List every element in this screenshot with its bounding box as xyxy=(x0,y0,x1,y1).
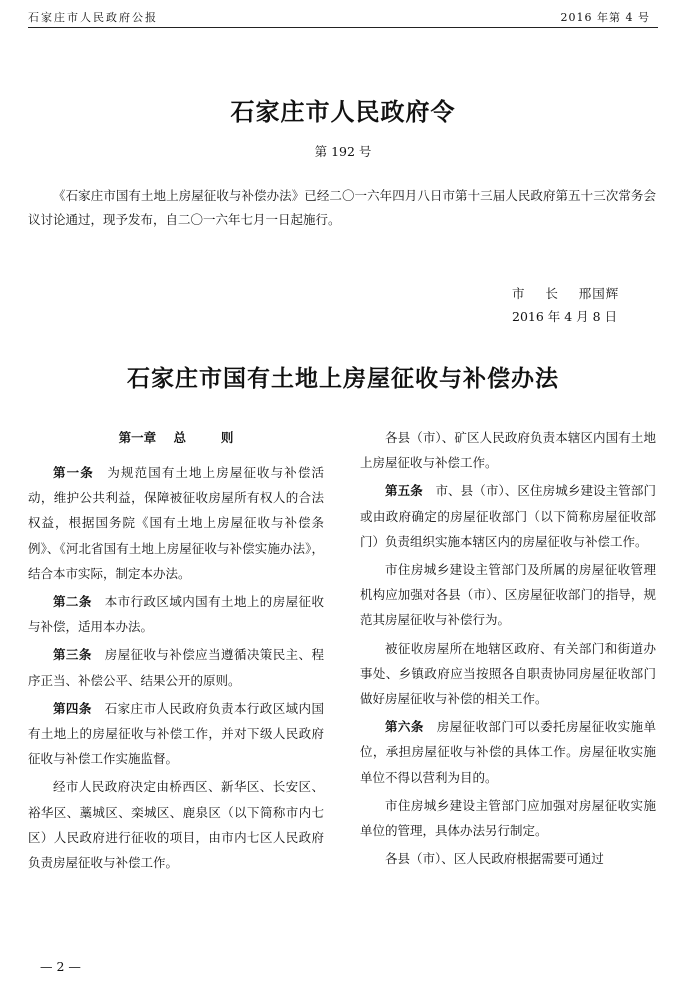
paragraph-text: 石家庄市人民政府负责本行政区域内国有土地上的房屋征收与补偿工作，并对下级人民政府征收与补偿工作实施监督。 xyxy=(28,700,324,767)
document-title: 石家庄市国有土地上房屋征收与补偿办法 xyxy=(127,365,559,392)
paragraph xyxy=(360,846,656,871)
article-label: 第二条 xyxy=(53,594,92,610)
article-label: 第一条 xyxy=(53,465,94,480)
paragraph-text: 为规范国有土地上房屋征收与补偿活动，维护公共利益，保障被征收房屋所有权人的合法权益，根据国务院《国有土地上房屋征收与补偿条例》、《河北省国有土地上房屋征收与补偿实施办法》，结合本市实际，制定本办法。 xyxy=(28,465,324,581)
publication-name: 石家庄市人民政府公报 xyxy=(28,11,158,24)
chapter-heading: 第一章 总 则 xyxy=(118,430,234,445)
paragraph-text: 本市行政区域内国有土地上的房屋征收与补偿，适用本办法。 xyxy=(28,594,324,635)
paragraph-text: 市住房城乡建设主管部门及所属的房屋征收管理机构应加强对各县（市）、区房屋征收部门的指导，规范其房屋征收与补偿行为。 xyxy=(360,562,656,628)
paragraph xyxy=(28,774,324,875)
paragraph xyxy=(28,696,324,772)
article-label: 第六条 xyxy=(385,719,424,735)
paragraph-text: 市住房城乡建设主管部门应加强对房屋征收实施单位的管理，具体办法另行制定。 xyxy=(360,797,656,839)
paragraph-text: 经市人民政府决定由桥西区、新华区、长安区、裕华区、藁城区、栾城区、鹿泉区（以下简称市内七区）人民政府进行征收的项目，由市内七区人民政府负责房屋征收与补偿工作。 xyxy=(28,779,324,871)
article-label: 第三条 xyxy=(53,647,92,663)
paragraph xyxy=(360,557,656,633)
order-number: 第 192 号 xyxy=(314,144,372,159)
paragraph-text: 房屋征收与补偿应当遵循决策民主、程序正当、补偿公平、结果公开的原则。 xyxy=(28,647,324,688)
paragraph xyxy=(28,589,324,639)
header-divider xyxy=(28,27,658,28)
order-date: 2016 年 4 月 8 日 xyxy=(512,309,618,324)
paragraph xyxy=(360,478,656,554)
page-number: — 2 — xyxy=(40,959,81,974)
order-signer: 市 长 邢国辉 xyxy=(512,286,620,301)
article-label: 第五条 xyxy=(385,483,423,499)
paragraph-text: 市、县（市）、区住房城乡建设主管部门或由政府确定的房屋征收部门（以下简称房屋征收部门）负责组织实施本辖区内的房屋征收与补偿工作。 xyxy=(360,483,656,549)
order-intro: 《石家庄市国有土地上房屋征收与补偿办法》已经二〇一六年四月八日市第十三届人民政府第五十三次常务会议讨论通过，现予发布，自二〇一六年七月一日起施行。 xyxy=(28,188,656,227)
paragraph-text: 各县（市）、区人民政府根据需要可通过 xyxy=(385,851,604,867)
paragraph xyxy=(360,636,656,712)
paragraph-text: 房屋征收部门可以委托房屋征收实施单位，承担房屋征收与补偿的具体工作。房屋征收实施单位不得以营利为目的。 xyxy=(360,719,656,785)
paragraph xyxy=(360,793,656,843)
paragraph xyxy=(28,642,324,692)
paragraph-text: 各县（市）、矿区人民政府负责本辖区内国有土地上房屋征收与补偿工作。 xyxy=(360,430,656,471)
paragraph xyxy=(28,460,324,586)
article-label: 第四条 xyxy=(53,700,92,716)
paragraph xyxy=(360,425,656,475)
paragraph xyxy=(360,714,656,790)
order-title: 石家庄市人民政府令 xyxy=(230,97,456,126)
left-column xyxy=(28,425,324,878)
issue-number: 2016 年第 4 号 xyxy=(560,11,650,24)
right-column xyxy=(360,425,656,874)
paragraph-text: 被征收房屋所在地辖区政府、有关部门和街道办事处、乡镇政府应当按照各自职责协同房屋征收部门做好房屋征收与补偿的相关工作。 xyxy=(360,640,656,707)
